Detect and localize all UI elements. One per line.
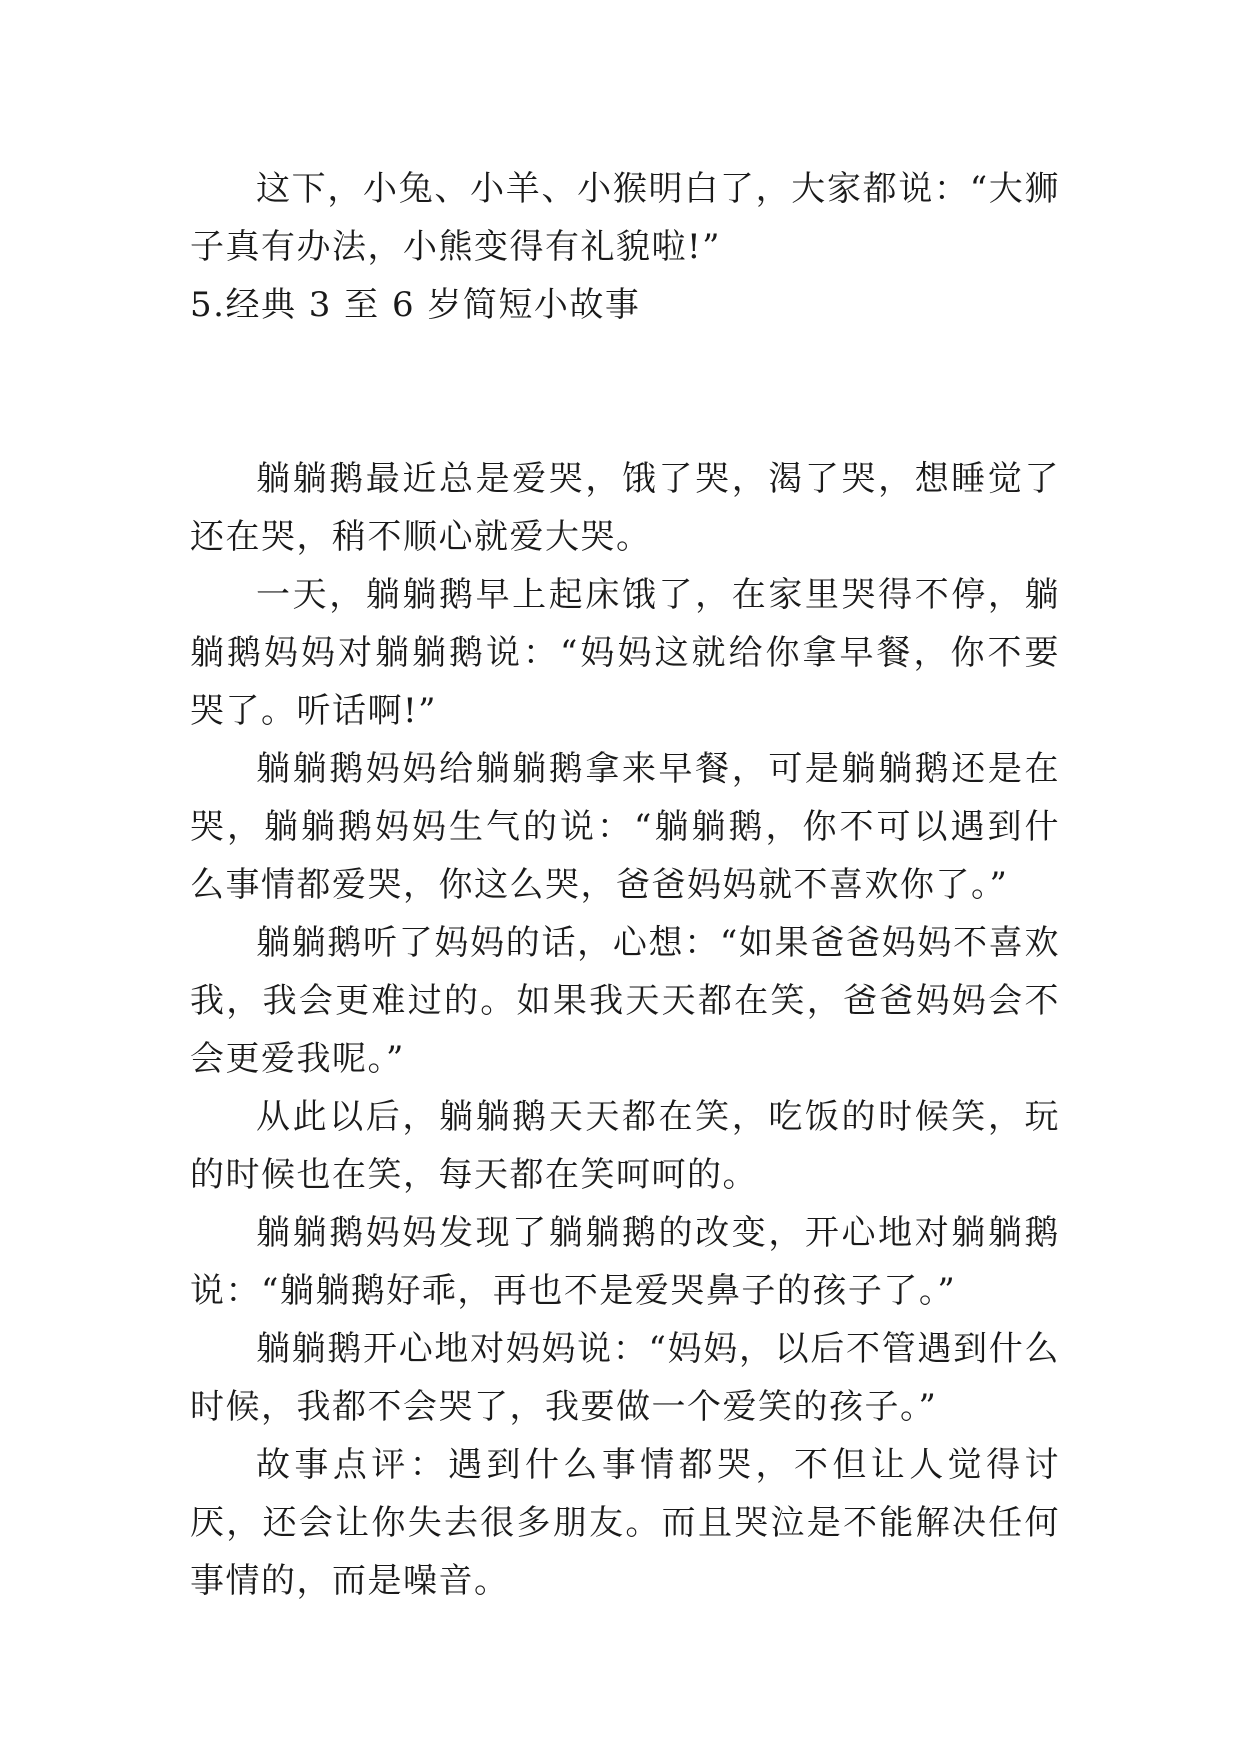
story-paragraph: 躺躺鹅听了妈妈的话，心想：“如果爸爸妈妈不喜欢我，我会更难过的。如果我天天都在笑，爸爸妈妈会不会更爱我呢。” [190,923,1060,1079]
document-body [190,160,1060,1610]
story-paragraph: 躺躺鹅妈妈发现了躺躺鹅的改变，开心地对躺躺鹅说：“躺躺鹅好乖，再也不是爱哭鼻子的孩子了。” [190,1213,1060,1311]
story-paragraph: 一天，躺躺鹅早上起床饿了，在家里哭得不停，躺躺鹅妈妈对躺躺鹅说：“妈妈这就给你拿早餐，你不要哭了。听话啊!” [190,575,1060,731]
story-commentary: 故事点评：遇到什么事情都哭，不但让人觉得讨厌，还会让你失去很多朋友。而且哭泣是不能解决任何事情的，而是噪音。 [190,1445,1060,1601]
story-paragraph: 躺躺鹅最近总是爱哭，饿了哭，渴了哭，想睡觉了还在哭，稍不顺心就爱大哭。 [190,459,1060,557]
blank-space [190,334,1060,450]
story-paragraph: 躺躺鹅开心地对妈妈说：“妈妈，以后不管遇到什么时候，我都不会哭了，我要做一个爱笑的孩子。” [190,1329,1060,1427]
story-paragraph: 躺躺鹅妈妈给躺躺鹅拿来早餐，可是躺躺鹅还是在哭，躺躺鹅妈妈生气的说：“躺躺鹅，你不可以遇到什么事情都爱哭，你这么哭，爸爸妈妈就不喜欢你了。” [190,749,1060,905]
story-paragraph: 从此以后，躺躺鹅天天都在笑，吃饭的时候笑，玩的时候也在笑，每天都在笑呵呵的。 [190,1097,1060,1195]
section-heading: 5.经典 3 至 6 岁简短小故事 [190,285,641,325]
paragraph-intro: 这下，小兔、小羊、小猴明白了，大家都说：“大狮子真有办法，小熊变得有礼貌啦!” [190,169,1060,267]
